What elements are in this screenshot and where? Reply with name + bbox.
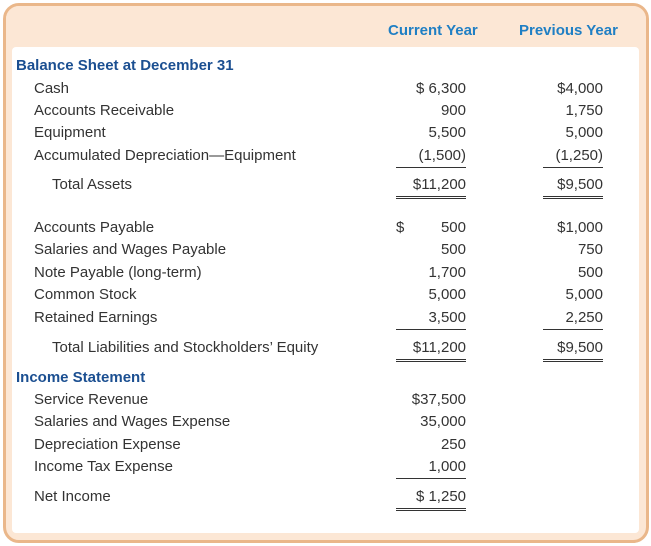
- table-row: [0, 80, 651, 102]
- current-year-value: $ 6,300: [415, 80, 466, 97]
- row-label: Retained Earnings: [34, 309, 158, 326]
- row-label: Net Income: [34, 488, 111, 505]
- previous-year-value: 1,750: [565, 102, 603, 119]
- current-year-value: (1,500): [396, 147, 466, 168]
- total-row: [0, 488, 651, 510]
- current-year-value: 1,000: [396, 458, 466, 479]
- row-label: Note Payable (long-term): [34, 264, 202, 281]
- column-header-previous-year: Previous Year: [519, 22, 618, 39]
- table-row: [0, 458, 651, 480]
- table-row: [0, 219, 651, 241]
- previous-year-value: 2,250: [543, 309, 603, 330]
- current-year-value: $37,500: [411, 391, 466, 408]
- previous-year-value: $4,000: [557, 80, 603, 97]
- current-year-value: 5,000: [428, 286, 466, 303]
- current-year-value: 3,500: [396, 309, 466, 330]
- current-year-value: 250: [440, 436, 466, 453]
- row-label: Depreciation Expense: [34, 436, 181, 453]
- previous-year-value: 5,000: [565, 124, 603, 141]
- table-row: [0, 309, 651, 331]
- previous-year-value: $9,500: [543, 339, 603, 362]
- previous-year-value: $1,000: [557, 219, 603, 236]
- income-statement-title: Income Statement: [16, 369, 146, 386]
- current-year-value: 35,000: [420, 413, 466, 430]
- row-label: Accounts Receivable: [34, 102, 175, 119]
- current-year-value: $11,200: [396, 339, 466, 362]
- previous-year-value: (1,250): [543, 147, 603, 168]
- current-year-value: $ 1,250: [396, 488, 466, 511]
- current-year-value: 500: [440, 241, 466, 258]
- row-label: Accumulated Depreciation—Equipment: [34, 147, 296, 164]
- balance-sheet-title: Balance Sheet at December 31: [16, 57, 234, 74]
- table-row: [0, 264, 651, 286]
- total-row: [0, 339, 651, 361]
- table-row: [0, 241, 651, 263]
- current-year-value: [396, 219, 466, 239]
- row-label: Total Liabilities and Stockholders’ Equity: [52, 339, 319, 356]
- table-row: [0, 436, 651, 458]
- current-year-value: $11,200: [396, 176, 466, 199]
- current-year-value: 900: [440, 102, 466, 119]
- dollar-sign: $: [396, 219, 405, 236]
- table-row: [0, 102, 651, 124]
- table-row: [0, 124, 651, 146]
- row-label: Salaries and Wages Payable: [34, 241, 227, 258]
- row-label: Equipment: [34, 124, 106, 141]
- row-label: Total Assets: [52, 176, 133, 193]
- row-label: Service Revenue: [34, 391, 149, 408]
- total-row: [0, 176, 651, 198]
- previous-year-value: 750: [577, 241, 603, 258]
- table-row: [0, 286, 651, 308]
- current-year-value: 1,700: [428, 264, 466, 281]
- table-row: [0, 391, 651, 413]
- previous-year-value: 5,000: [565, 286, 603, 303]
- column-header-current-year: Current Year: [388, 22, 478, 39]
- row-label: Accounts Payable: [34, 219, 155, 236]
- row-label: Cash: [34, 80, 70, 97]
- row-label: Common Stock: [34, 286, 137, 303]
- table-row: [0, 147, 651, 169]
- previous-year-value: 500: [577, 264, 603, 281]
- row-label: Salaries and Wages Expense: [34, 413, 231, 430]
- previous-year-value: $9,500: [543, 176, 603, 199]
- table-row: [0, 413, 651, 435]
- current-year-value: 5,500: [428, 124, 466, 141]
- row-label: Income Tax Expense: [34, 458, 173, 475]
- amount: 500: [440, 219, 466, 236]
